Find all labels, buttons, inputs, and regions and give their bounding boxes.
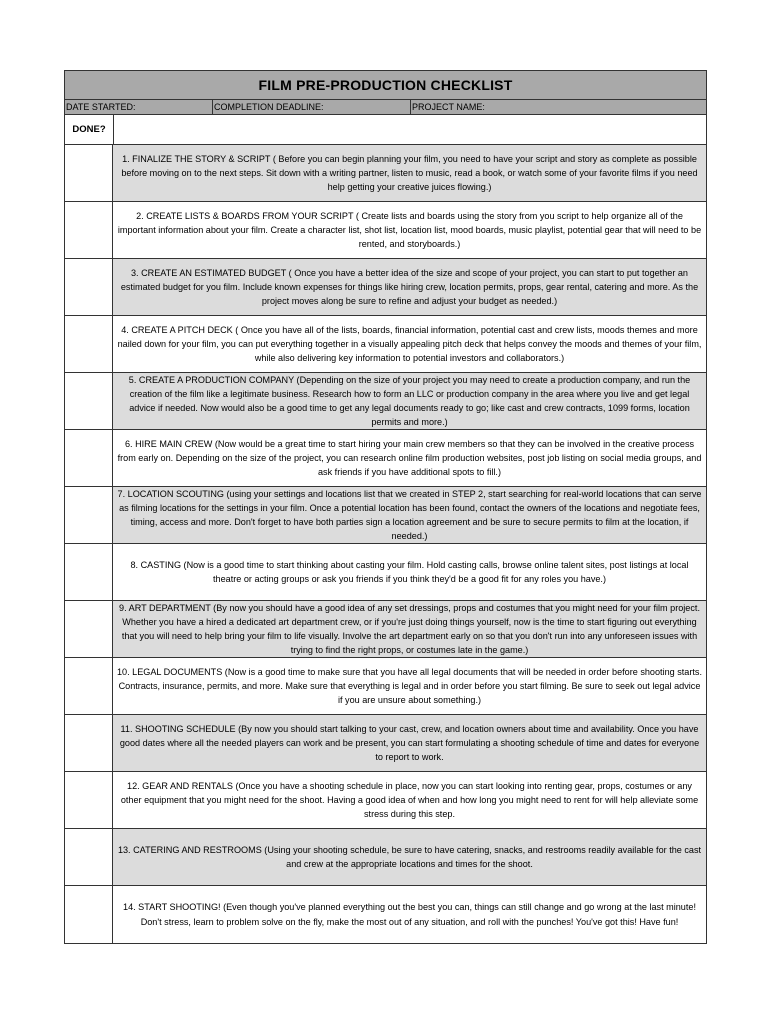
done-checkbox[interactable] [65, 658, 113, 714]
checklist-item-text: 12. GEAR AND RENTALS (Once you have a shooting schedule in place, now you can start looking into renting gear, props, costumes or any other equipment that you might need for the shoot. Having a good idea of when and how long you might need to rent for will help alleviate some stress during this step. [120, 780, 699, 820]
done-checkbox[interactable] [65, 544, 113, 600]
checklist-item [65, 886, 706, 944]
done-header: DONE? [65, 115, 114, 144]
checklist-item-text: 9. ART DEPARTMENT (By now you should have a good idea of any set dressings, props and costumes that you might need for your film project. Whether you have a hired a dedicated art department crew, or if you're just doing things yourself, now is the time to start figuring out everything that you will need to help bring your film to life visually. Involve the art department early on so that you don't run into any unforeseen issues with trying to find the right props, or costumes late in the game.) [113, 601, 706, 657]
checklist-item [65, 259, 706, 316]
checklist-item [65, 202, 706, 259]
done-checkbox[interactable] [65, 145, 113, 201]
checklist-item [65, 145, 706, 202]
checklist-item [65, 316, 706, 373]
checklist-item-text: 4. CREATE A PITCH DECK ( Once you have all of the lists, boards, financial information, potential cast and crew lists, moods themes and more nailed down for your film, you can put everything together in a visually appealing pitch deck that helps convey the moods and themes of your film, while also delivering key information to potential investors and collaborators.) [117, 324, 702, 364]
checklist-item-text: 11. SHOOTING SCHEDULE (By now you should start talking to your cast, crew, and location owners about time and availability. Once you have good dates where all the needed players can work and be present, you can start formulating a shooting schedule of time and dates for everyone to report to work. [113, 715, 706, 771]
done-checkbox[interactable] [65, 487, 113, 543]
done-checkbox[interactable] [65, 373, 113, 429]
checklist-sheet [64, 70, 707, 944]
done-checkbox[interactable] [65, 772, 113, 828]
checklist-item-text: 6. HIRE MAIN CREW (Now would be a great time to start hiring your main crew members so that they can be involved in the creative process from early on. Depending on the size of the project, you can research online film production websites, post job listing on social media groups, and ask friends if you have additional spots to fill.) [117, 438, 702, 478]
completion-deadline-field[interactable]: COMPLETION DEADLINE: [213, 100, 411, 114]
done-checkbox[interactable] [65, 316, 113, 372]
checklist-item [65, 772, 706, 829]
checklist-item [65, 829, 706, 886]
checklist-item-text: 14. START SHOOTING! (Even though you've planned everything out the best you can, things can still change and go wrong at the last minute! Don't stress, learn to problem solve on the fly, make the most out of any situation, and roll with the punches! You've got this! Have fun! [123, 902, 696, 927]
done-checkbox[interactable] [65, 715, 113, 771]
done-checkbox[interactable] [65, 430, 113, 486]
project-name-field[interactable]: PROJECT NAME: [412, 102, 485, 112]
checklist-item [65, 544, 706, 601]
checklist-item [65, 373, 706, 430]
checklist-item-text: 3. CREATE AN ESTIMATED BUDGET ( Once you have a better idea of the size and scope of your project, you can start to put together an estimated budget for you film. Include known expenses for things like hiring crew, location permits, props, gear rental, catering and more. As the project moves along be sure to refine and adjust your budget as needed.) [113, 259, 706, 315]
checklist-item-text: 2. CREATE LISTS & BOARDS FROM YOUR SCRIPT ( Create lists and boards using the story from you script to help organize all of the important information about your film. Create a character list, shot list, location list, mood boards, music playlist, potential gear that will need to be rented, and storyboards.) [117, 210, 702, 250]
checklist-item-text: 10. LEGAL DOCUMENTS (Now is a good time to make sure that you have all legal documents that will be needed in order before shooting starts. Contracts, insurance, permits, and more. Make sure that everything is legal and in order before you start filming. Be sure to seek out legal advice if you are unsure about something.) [117, 666, 702, 706]
checklist-title: FILM PRE-PRODUCTION CHECKLIST [65, 71, 706, 100]
done-checkbox[interactable] [65, 829, 113, 885]
checklist-item-text: 8. CASTING (Now is a good time to start thinking about casting your film. Hold casting calls, browse online talent sites, post listings at local theatre or acting groups or ask you friends if you think they'd be a good fit for any roles you have.) [130, 559, 689, 584]
checklist-item [65, 658, 706, 715]
header-blank-cell [114, 115, 706, 144]
checklist-item [65, 487, 706, 544]
done-checkbox[interactable] [65, 886, 113, 943]
date-started-field[interactable]: DATE STARTED: [65, 100, 213, 114]
done-header-row [65, 115, 706, 145]
checklist-item-text: 5. CREATE A PRODUCTION COMPANY (Depending on the size of your project you may need to create a production company, and run the creation of the film like a legitimate business. Research how to form an LLC or production company in the area where you live and get legal advice if needed. Now would also be a good time to get any legal documents ready to go; like cast and crew contracts, 1099 forms, location permits and more.) [113, 373, 706, 429]
checklist-item [65, 715, 706, 772]
checklist-item-text: 7. LOCATION SCOUTING (using your settings and locations list that we created in STEP 2, start searching for real-world locations that can serve as filming locations for the settings in your film. Once a potential location has been found, contact the owners of the locations and negotiate fees, timing, access and more. Don't forget to have both parties sign a location agreement and be sure to secure permits to film at the location, if needed.) [113, 487, 706, 543]
meta-row [65, 100, 706, 115]
checklist-item [65, 601, 706, 658]
checklist-item-text: 1. FINALIZE THE STORY & SCRIPT ( Before you can begin planning your film, you need to have your script and story as complete as possible before moving on to the next steps. Sit down with a writing partner, listen to music, read a book, or watch some of your favorite films if you need help getting your creative juices flowing.) [113, 145, 706, 201]
done-checkbox[interactable] [65, 601, 113, 657]
done-checkbox[interactable] [65, 202, 113, 258]
checklist-item-text: 13. CATERING AND RESTROOMS (Using your shooting schedule, be sure to have catering, snacks, and restrooms readily available for the cast and crew at the appropriate locations and times for the shoot. [113, 829, 706, 885]
checklist-item [65, 430, 706, 487]
done-checkbox[interactable] [65, 259, 113, 315]
